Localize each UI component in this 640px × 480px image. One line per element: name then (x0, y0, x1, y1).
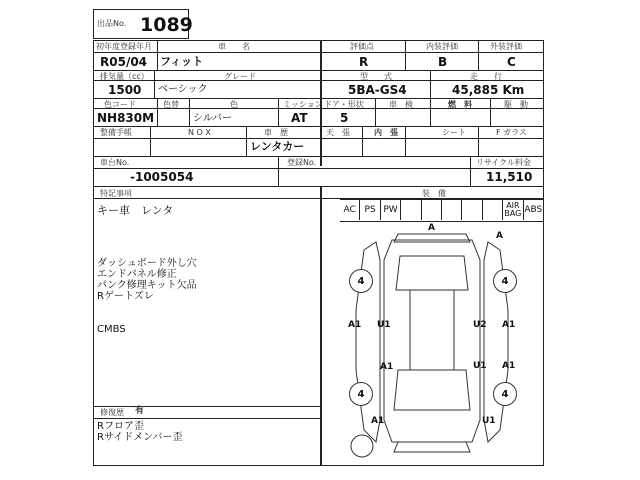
recycle-value: 11,510 (486, 170, 533, 184)
equip-item: AIR BAG (503, 200, 523, 220)
car-diagram (320, 220, 544, 466)
exterior-label: 外装評価 (490, 42, 522, 51)
year-value: R05/04 (100, 55, 148, 69)
equip-item (462, 200, 482, 220)
glass-label: F ガラス (496, 128, 527, 137)
vehicle-label: 車 検 (389, 100, 413, 109)
equip-item: PS (360, 200, 380, 220)
history-label: 車 歴 (264, 128, 288, 137)
sunroof-label: 天 張 (326, 128, 350, 137)
repair-label: 修復歴 (100, 408, 124, 417)
color-value: シルバー (193, 113, 233, 124)
repair-list (97, 421, 182, 443)
mission-value: AT (291, 111, 308, 125)
equip-label: 装 備 (422, 189, 446, 198)
mileage-label: 走 行 (470, 72, 502, 81)
list-item: Rサイドメンバー歪 (97, 432, 183, 443)
grade-value: ベーシック (158, 84, 208, 95)
color-code-label: 色コード (104, 100, 136, 109)
interior-trim-label: 内 張 (374, 128, 398, 137)
score-value: R (359, 55, 369, 69)
grade-label: グレード (224, 72, 256, 81)
color-no-label: 色替 (163, 100, 179, 109)
color-code-value: NH830M (97, 111, 155, 125)
car-name-label: 車 名 (218, 42, 250, 51)
equip-item (442, 200, 462, 220)
list-item: Rゲートズレ (97, 291, 154, 302)
nox-label: N O X (188, 128, 211, 137)
score-label: 評価点 (350, 42, 374, 51)
list-item: Rフロア歪 (97, 421, 144, 432)
damage-mid-right-u1: U1 (473, 361, 487, 371)
damage-right-a1: A1 (502, 320, 516, 330)
equip-item (401, 200, 421, 220)
damage-rear-right: U1 (482, 416, 496, 426)
notes-list (97, 258, 197, 302)
displacement-value: 1500 (108, 83, 142, 97)
chassis-label: 車台No. (100, 158, 130, 167)
lot-box (93, 9, 193, 39)
list-item: パンク修理キット欠品 (97, 280, 197, 291)
damage-mid-left: A1 (380, 362, 394, 372)
fuel-label: 燃 料 (448, 100, 472, 109)
equip-item (422, 200, 442, 220)
damage-right-u2: U2 (473, 320, 487, 330)
year-label: 初年度登録年月 (96, 42, 152, 51)
equip-item (483, 200, 503, 220)
mission-label: ミッション (283, 100, 323, 109)
history-value: レンタカー (250, 140, 305, 153)
mileage-value: 45,885 Km (452, 83, 525, 97)
equip-item: AC (340, 200, 360, 220)
recycle-label: リサイクル料金 (476, 158, 531, 167)
notes-line1: キー車 レンタ (97, 204, 174, 217)
chassis-value: -1005054 (130, 170, 194, 184)
damage-front: A (428, 223, 435, 233)
color-label: 色 (230, 100, 238, 109)
tire-rear-right: 4 (493, 382, 517, 406)
damage-mid-right-a1: A1 (502, 361, 516, 371)
tire-rear-left: 4 (349, 382, 373, 406)
repair-value: 有 (135, 406, 145, 416)
model-value: 5BA-GS4 (348, 83, 407, 97)
damage-rear-left: A1 (371, 416, 385, 426)
seat-label: シート (442, 128, 466, 137)
damage-left: A1 (348, 320, 362, 330)
notes-label: 特記事項 (100, 189, 132, 198)
tire-front-right: 4 (493, 269, 517, 293)
tire-spare (351, 435, 373, 457)
drive-label: 駆 動 (504, 100, 528, 109)
lot-label: 出品No. (97, 19, 127, 28)
tire-front-left: 4 (349, 269, 373, 293)
exterior-value: C (507, 55, 516, 69)
lot-number: 1089 (140, 14, 193, 36)
displacement-label: 排気量（cc） (100, 72, 149, 81)
notes-cmbs: CMBS (97, 324, 126, 335)
reg-label: 登録No. (287, 158, 317, 167)
doors-label: ドア・形状 (324, 100, 364, 109)
equip-item: PW (381, 200, 401, 220)
interior-label: 内装評価 (426, 42, 458, 51)
damage-left-u1: U1 (377, 320, 391, 330)
interior-value: B (438, 55, 448, 69)
equip-item: ABS (524, 200, 544, 220)
list-item: ダッシュボード外し穴 (97, 258, 197, 269)
list-item: エンドパネル修正 (97, 269, 177, 280)
model-label: 型 式 (360, 72, 392, 81)
car-name-value: フィット (160, 55, 204, 68)
manual-label: 整備手帳 (100, 128, 132, 137)
doors-value: 5 (340, 111, 349, 125)
damage-front-right: A (496, 231, 503, 241)
